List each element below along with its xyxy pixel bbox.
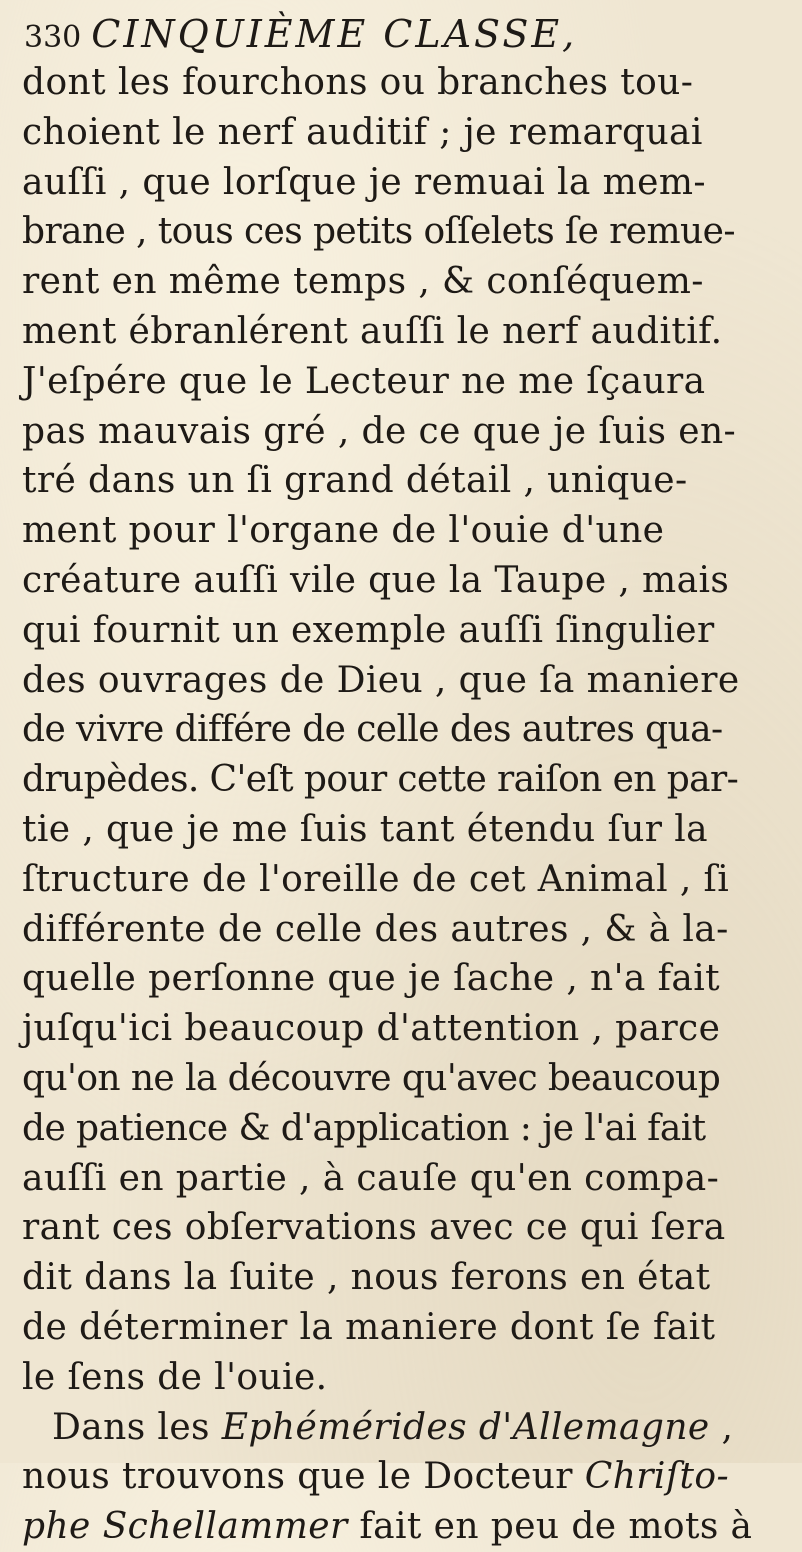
italic-name: Chriſto- [584, 1456, 730, 1498]
text-line: créature auſſi vile que la Taupe , mais [22, 559, 730, 601]
text-line: tré dans un ſi grand détail , unique- [22, 460, 688, 502]
text-fragment: , [709, 1406, 734, 1448]
text-line: dit dans la ſuite , nous ferons en état [22, 1257, 711, 1299]
text-line: quelle perſonne que je ſache , n'a fait [22, 958, 721, 1000]
text-line: des ouvrages de Dieu , que ſa maniere [22, 659, 740, 701]
text-line: de déterminer la maniere dont ſe fait [22, 1306, 716, 1348]
text-line: tie , que je me ſuis tant étendu ſur la [22, 808, 709, 850]
text-line: pas mauvais gré , de ce que je ſuis en- [22, 410, 737, 452]
italic-name: phe Schellammer [22, 1506, 348, 1548]
text-line: qu'on ne la découvre qu'avec beaucoup [22, 1057, 721, 1099]
text-line: ment pour l'organe de l'ouie d'une [22, 510, 665, 552]
text-line: dont les fourchons ou branches tou- [22, 62, 694, 103]
text-fragment: nous trouvons que le Docteur [22, 1456, 585, 1498]
text-line: auſſi , que lorſque je remuai la mem- [22, 161, 706, 203]
text-line: brane , tous ces petits oſſelets ſe remue- [22, 211, 735, 253]
text-line: rent en même temps , & conſéquem- [22, 261, 704, 303]
text-line: de vivre différe de celle des autres qua- [22, 709, 723, 751]
text-line: juſqu'ici beaucoup d'attention , parce [22, 1008, 721, 1050]
running-head: CINQUIÈME CLASSE, [91, 12, 578, 56]
text-line: qui fournit un exemple auſſi ſingulier [22, 609, 715, 651]
text-line: choient le nerf auditif ; je remarquai [22, 111, 703, 153]
text-line: de patience & d'application : je l'ai fait [22, 1107, 706, 1149]
text-fragment: fait en peu de mots à [347, 1506, 753, 1548]
text-line: différente de celle des autres , & à la- [22, 908, 729, 950]
text-line: le ſens de l'ouie. [22, 1356, 328, 1398]
text-line: ſtructure de l'oreille de cet Animal , ſi [22, 858, 730, 900]
text-line: rant ces obſervations avec ce qui ſera [22, 1207, 726, 1249]
text-fragment: Dans les [52, 1406, 222, 1448]
text-line: ment ébranlérent auſſi le nerf auditif. [22, 310, 723, 352]
italic-title: Ephémérides d'Allemagne [221, 1406, 710, 1448]
text-line: auſſi en partie , à cauſe qu'en compa- [22, 1157, 720, 1199]
paragraph-start-line [22, 1403, 802, 1453]
text-line [22, 1502, 802, 1552]
text-line: drupèdes. C'eſt pour cette raiſon en par- [22, 759, 739, 801]
text-line: J'eſpére que le Lecteur ne me ſçaura [22, 360, 706, 402]
text-line [22, 1452, 802, 1502]
page-header [24, 6, 794, 62]
page-number: 330 [24, 20, 82, 55]
body-text [22, 58, 802, 1552]
